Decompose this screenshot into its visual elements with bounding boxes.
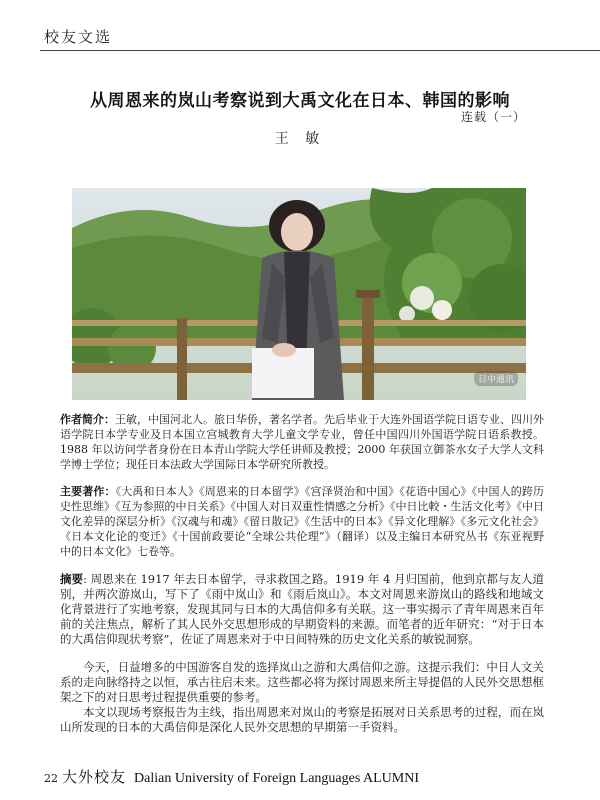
section-label: 校友文选	[44, 28, 113, 46]
body-paragraph: 本文以现场考察报告为主线，指出周恩来对岚山的考察是拓展对日关系思考的过程，而在岚山所发现的日本的大禹信仰是深化人民外交思想的早期第一手资料。	[60, 705, 544, 734]
works-label: 主要著作：	[60, 485, 116, 498]
author-name: 王 敏	[274, 131, 326, 147]
serial-label: 连载（一）	[460, 110, 526, 124]
page-number: 22	[44, 772, 58, 785]
author-bio	[60, 412, 544, 472]
page-footer	[44, 766, 419, 787]
photo-watermark: 日中通讯	[474, 371, 518, 386]
bio-text: 王敏，中国河北人。旅日华侨，著名学者。先后毕业于大连外国语学院日语专业、四川外语学院日本学专业及日本国立宫城教育大学儿童文学专业，曾任中国四川外国语学院日语系教授。1988 年以访问学者身份在日本青山学院大学任讲师及教授；2000 年获国立御茶水女子大学人文科学博士学位；现任日本法政大学国际日本学研究所教授。	[60, 413, 544, 471]
body-paragraph: 今天，日益增多的中国游客自发的选择岚山之游和大禹信仰之游。这提示我们：中日人文关系的走向脉络持之以恒，承古往启未来。这些都必将为探讨周恩来所主导提倡的人民外交思想框架之下的对日思考过程提供重要的参考。	[60, 660, 544, 704]
magazine-name-en: Dalian University of Foreign Languages ALUMNI	[134, 771, 420, 786]
header-rule	[40, 50, 600, 51]
abstract	[60, 572, 544, 647]
article-title: 从周恩来的岚山考察说到大禹文化在日本、韩国的影响	[90, 91, 510, 111]
photo-illustration	[72, 188, 526, 400]
author-photo	[72, 188, 526, 400]
works-text: 《大禹和日本人》《周恩来的日本留学》《宫泽贤治和中国》《花语中国心》《中国人的跨历史性思维》《互为参照的中日关系》《中国人对日双重性情感之分析》《中日比較・生活文化考》《中日文化差异的深层分析》《汉魂与和魂》《留日散记》《生活中的日本》《异文化理解》《多元文化社会》《日本文化论的变迁》《十国前政要论“全球公共伦理”》（翻译）以及主编日本研究丛书《东亚视野中的日本文化》七卷等。	[60, 485, 545, 558]
abstract-label: 摘要	[60, 572, 84, 586]
article-body	[60, 660, 544, 735]
major-works	[60, 484, 544, 559]
abstract-text: : 周恩来在 1917 年去日本留学，寻求救国之路。1919 年 4 月归国前，他到京都与友人道别，并两次游岚山，写下了《雨中岚山》和《雨后岚山》。本文对周恩来游岚山的路线和地域文化背景进行了实地考察，发现其同与日本的大禹信仰多有关联。这一事实揭示了青年周恩来百年前的关注焦点，解析了其人民外交思想形成的早期资料的来源。而笔者的近年研究：“对于日本的大禹信仰现状考察”，佐证了周恩来对于中日间特殊的历史文化关系的敏锐洞察。	[60, 572, 545, 646]
bio-label: 作者简介：	[60, 413, 115, 426]
magazine-name-cn: 大外校友	[62, 768, 127, 786]
